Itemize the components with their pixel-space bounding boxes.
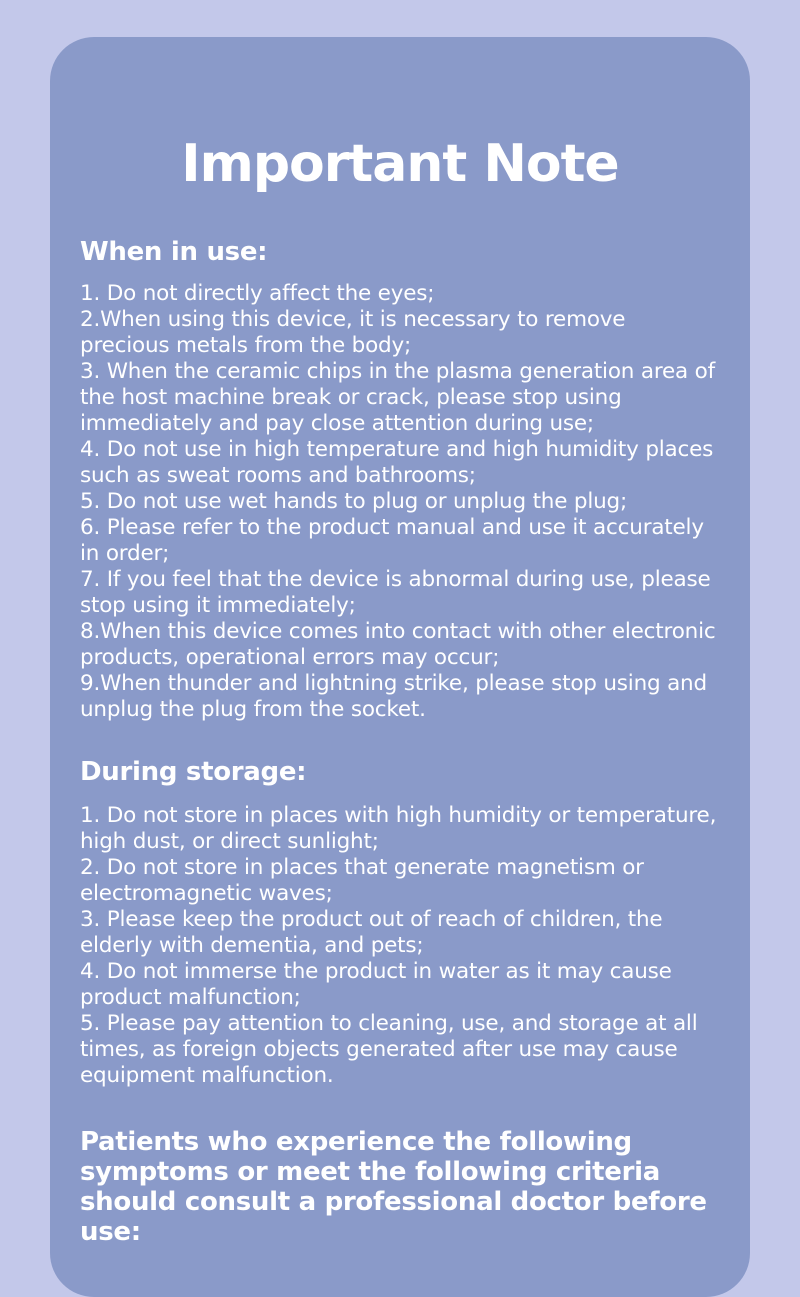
list-item: 2. Do not store in places that generate magnetism or electromagnetic waves; — [80, 855, 644, 906]
list-item: 1. Do not directly affect the eyes; — [80, 281, 435, 306]
in-use-list — [80, 281, 720, 723]
list-item: 3. When the ceramic chips in the plasma generation area of the host machine break or crack, please stop using immediately and pay close attention during use; — [80, 359, 715, 436]
list-item: 6. Please refer to the product manual and use it accurately in order; — [80, 515, 704, 566]
storage-list — [80, 803, 720, 1089]
page-title: Important Note — [181, 134, 619, 194]
list-item: 4. Do not immerse the product in water as it may cause product malfunction; — [80, 959, 672, 1010]
list-item: 5. Do not use wet hands to plug or unplug the plug; — [80, 489, 628, 514]
section-heading-storage: During storage: — [80, 757, 307, 787]
list-item: 7. If you feel that the device is abnormal during use, please stop using it immediately; — [80, 567, 711, 618]
section-heading-patients: Patients who experience the following symptoms or meet the following criteria should consult a professional doctor before use: — [80, 1127, 707, 1247]
list-item: 5. Please pay attention to cleaning, use, and storage at all times, as foreign objects generated after use may cause equipment malfunction. — [80, 1011, 698, 1088]
list-item: 3. Please keep the product out of reach of children, the elderly with dementia, and pets; — [80, 907, 663, 958]
list-item: 8.When this device comes into contact with other electronic products, operational errors may occur; — [80, 619, 716, 670]
list-item: 9.When thunder and lightning strike, please stop using and unplug the plug from the socket. — [80, 671, 707, 722]
list-item: 1. Do not store in places with high humidity or temperature, high dust, or direct sunlight; — [80, 803, 717, 854]
section-heading-in-use: When in use: — [80, 237, 268, 267]
note-card — [50, 37, 750, 1297]
list-item: 2.When using this device, it is necessary to remove precious metals from the body; — [80, 307, 626, 358]
list-item: 4. Do not use in high temperature and high humidity places such as sweat rooms and bathrooms; — [80, 437, 714, 488]
